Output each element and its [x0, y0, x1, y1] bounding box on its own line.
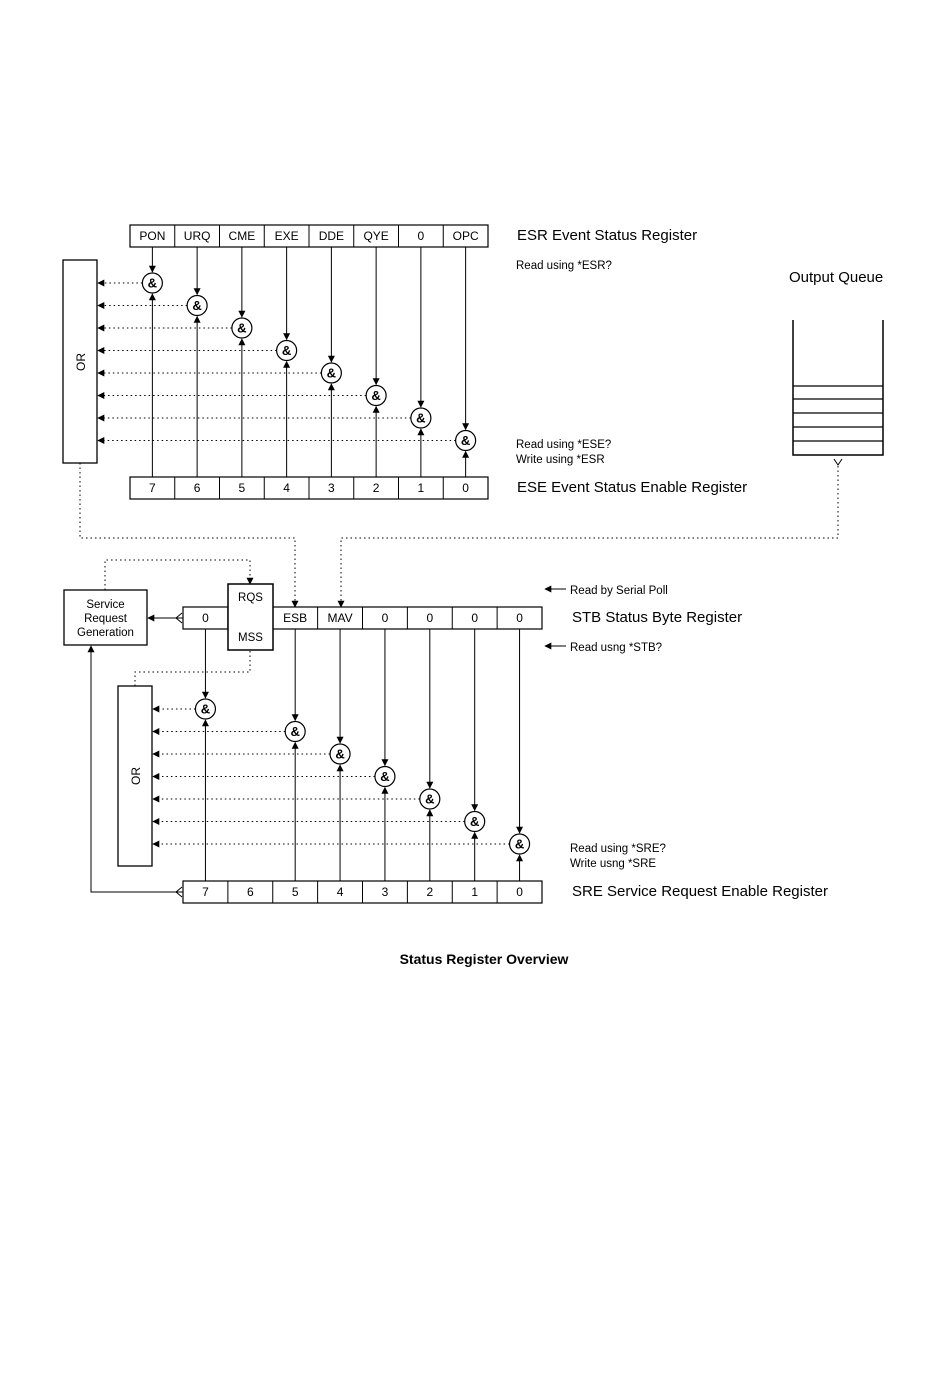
- stb-bit-0: 0: [202, 611, 209, 625]
- esr-bit-5: QYE: [363, 229, 389, 243]
- esr-or-label: OR: [74, 353, 88, 371]
- and-symbol: &: [514, 836, 525, 852]
- and-symbol: &: [416, 410, 426, 426]
- ese-bit-0: 7: [149, 481, 156, 495]
- and-symbol: &: [192, 298, 202, 313]
- esr-or-gate: [63, 260, 97, 463]
- esr-and-gate-2: [232, 318, 252, 338]
- sre-bit-7: 0: [516, 885, 523, 899]
- sre-bit-5: 2: [426, 885, 434, 899]
- sre-bit-4: 3: [381, 885, 389, 899]
- stb-bit-6: 0: [471, 611, 479, 625]
- and-symbol: &: [335, 746, 345, 762]
- sre-and-gate-7: [510, 834, 530, 854]
- output-queue-title: Output Queue: [789, 269, 884, 286]
- esr-bit-1: URQ: [183, 229, 211, 243]
- srg-line-1: Service: [86, 599, 125, 611]
- sre-or-gate: [118, 686, 152, 866]
- and-symbol: &: [371, 388, 381, 403]
- output-queue-slots: [793, 386, 883, 465]
- sre-read-note: Read using *SRE?: [570, 843, 666, 855]
- sre-bit-2: 5: [291, 885, 299, 899]
- sre-and-gate-4: [375, 767, 395, 787]
- ese-read-note: Read using *ESE?: [516, 439, 612, 451]
- and-symbol: &: [460, 433, 471, 448]
- ese-bit-3: 4: [283, 481, 290, 495]
- ese-write-note: Write using *ESR: [516, 454, 605, 466]
- esr-and-gate-5: [366, 386, 386, 406]
- sre-register: [183, 881, 542, 903]
- sre-write-note: Write usng *SRE: [570, 858, 657, 870]
- mss-label: MSS: [238, 632, 263, 644]
- diagram-caption: Status Register Overview: [399, 951, 569, 967]
- stb-bit-4: 0: [381, 611, 389, 625]
- esr-read-note: Read using *ESR?: [516, 260, 612, 272]
- srg-line-3: Generation: [77, 627, 134, 639]
- esr-bit-4: DDE: [318, 229, 345, 243]
- stb-serial-poll-note: Read by Serial Poll: [570, 585, 668, 597]
- output-queue: [789, 269, 883, 465]
- service-request-generation-box: [64, 590, 147, 645]
- stb-register: [183, 584, 542, 650]
- ese-title: ESE Event Status Enable Register: [517, 479, 748, 496]
- stb-bit-3: MAV: [327, 611, 353, 625]
- ese-bit-7: 0: [462, 481, 469, 495]
- and-symbol: &: [147, 275, 158, 291]
- rqs-label: RQS: [238, 592, 263, 604]
- esr-and-gate-6: [411, 408, 431, 428]
- queue-output-chevron: [834, 459, 842, 465]
- esr-bit-2: CME: [228, 229, 256, 243]
- and-symbol: &: [281, 343, 292, 358]
- and-gates: [142, 273, 529, 854]
- esr-bit-7: OPC: [452, 229, 479, 243]
- and-symbol: &: [425, 791, 435, 807]
- sre-bit-1: 6: [246, 885, 254, 899]
- ese-bit-5: 2: [372, 481, 380, 495]
- sre-or-label: OR: [129, 767, 143, 785]
- esr-and-gate-3: [277, 341, 297, 361]
- sre-and-gate-3: [330, 744, 350, 764]
- esr-and-gate-4: [321, 363, 341, 383]
- sre-and-gate-0: [195, 699, 215, 719]
- and-symbol: &: [290, 724, 300, 739]
- and-symbol: &: [326, 365, 337, 381]
- srg-line-2: Request: [84, 613, 127, 625]
- and-symbol: &: [200, 701, 211, 717]
- ese-bit-2: 5: [238, 481, 246, 495]
- esr-title: ESR Event Status Register: [517, 227, 698, 244]
- sre-bit-0: 7: [202, 885, 209, 899]
- esr-register: [130, 225, 488, 247]
- and-symbol: &: [237, 320, 247, 336]
- esr-bit-3: EXE: [274, 229, 299, 243]
- sre-and-gate-6: [465, 812, 485, 832]
- ese-bit-6: 1: [417, 481, 425, 495]
- sre-and-gate-5: [420, 789, 440, 809]
- sre-bit-6: 1: [471, 885, 479, 899]
- and-symbol: &: [380, 769, 390, 784]
- sre-bit-3: 4: [336, 885, 344, 899]
- stb-bit-7: 0: [516, 611, 523, 625]
- ese-register: [130, 477, 488, 499]
- esr-bit-6: 0: [417, 229, 425, 243]
- stb-bit-5: 0: [426, 611, 434, 625]
- sre-title: SRE Service Request Enable Register: [572, 883, 828, 900]
- ese-bit-4: 3: [328, 481, 335, 495]
- and-symbol: &: [469, 814, 480, 829]
- esr-and-gate-1: [187, 296, 207, 316]
- or-to-mss-wire: [135, 650, 250, 686]
- esr-and-gate-0: [142, 273, 162, 293]
- sre-and-gate-2: [285, 722, 305, 742]
- esr-and-gate-7: [456, 431, 476, 451]
- stb-bit-2: ESB: [283, 611, 308, 625]
- esr-bit-0: PON: [139, 229, 166, 243]
- stb-read-note: Read usng *STB?: [570, 642, 663, 654]
- stb-title: STB Status Byte Register: [572, 609, 743, 626]
- connection-lines: [80, 247, 838, 897]
- ese-bit-1: 6: [193, 481, 201, 495]
